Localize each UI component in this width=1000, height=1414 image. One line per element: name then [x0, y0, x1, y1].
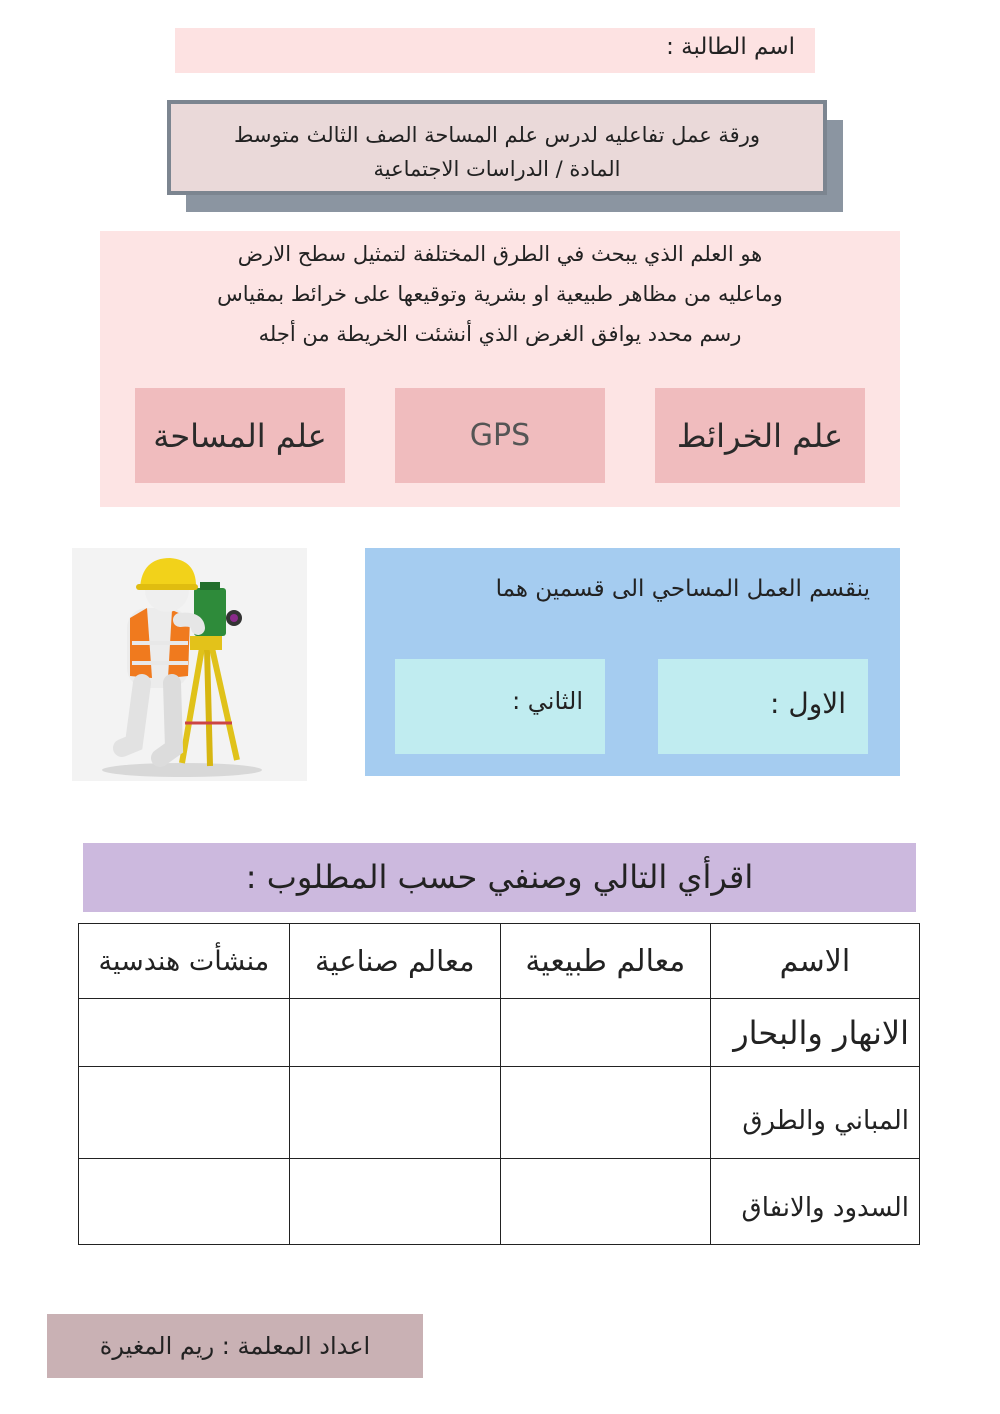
definition-line: هو العلم الذي يبحث في الطرق المختلفة لتمثيل سطح الارض [237, 242, 763, 266]
table-cell[interactable] [500, 1159, 710, 1245]
option-gps[interactable]: GPS [395, 388, 605, 483]
table-row [79, 1067, 920, 1159]
table-cell[interactable] [289, 999, 500, 1067]
definition-line: وماعليه من مظاهر طبيعية او بشرية وتوقيعها على خرائط بمقياس [217, 282, 783, 306]
table-cell[interactable] [79, 1067, 290, 1159]
part-first-box[interactable] [658, 659, 868, 754]
teacher-credit: اعداد المعلمة : ريم المغيرة [47, 1314, 423, 1378]
table-cell[interactable] [500, 999, 710, 1067]
part-second-box[interactable] [395, 659, 605, 754]
table-row [79, 1159, 920, 1245]
surveyor-icon [72, 548, 307, 781]
subject-label: المادة / الدراسات الاجتماعية [373, 157, 621, 181]
row-label: الانهار والبحار [710, 999, 919, 1067]
student-name-label: اسم الطالبة : [666, 34, 795, 60]
surveyor-illustration [72, 548, 307, 781]
classification-table [78, 923, 920, 1245]
header-natural: معالم طبيعية [500, 924, 710, 999]
table-row [79, 999, 920, 1067]
table-cell[interactable] [289, 1159, 500, 1245]
definition-text [130, 234, 870, 354]
header-name: الاسم [710, 924, 919, 999]
worksheet-title: ورقة عمل تفاعليه لدرس علم المساحة الصف الثالث متوسط [233, 123, 761, 147]
option-cartography[interactable]: علم الخرائط [655, 388, 865, 483]
row-label: المباني والطرق [710, 1067, 919, 1159]
header-industrial: معالم صناعية [289, 924, 500, 999]
division-title: ينقسم العمل المساحي الى قسمين هما [495, 576, 870, 602]
header-engineering: منشأت هندسية [79, 924, 290, 999]
part-first-label: الاول : [770, 687, 846, 720]
table-header-row [79, 924, 920, 999]
table-cell[interactable] [79, 999, 290, 1067]
table-cell[interactable] [79, 1159, 290, 1245]
student-name-field [175, 28, 815, 73]
instruction-banner: اقرأي التالي وصنفي حسب المطلوب : [83, 843, 916, 912]
definition-line: رسم محدد يوافق الغرض الذي أنشئت الخريطة من أجله [258, 322, 742, 346]
option-surveying[interactable]: علم المساحة [135, 388, 345, 483]
table-cell[interactable] [289, 1067, 500, 1159]
row-label: السدود والانفاق [710, 1159, 919, 1245]
part-second-label: الثاني : [512, 687, 583, 715]
table-cell[interactable] [500, 1067, 710, 1159]
worksheet-header [167, 100, 827, 195]
